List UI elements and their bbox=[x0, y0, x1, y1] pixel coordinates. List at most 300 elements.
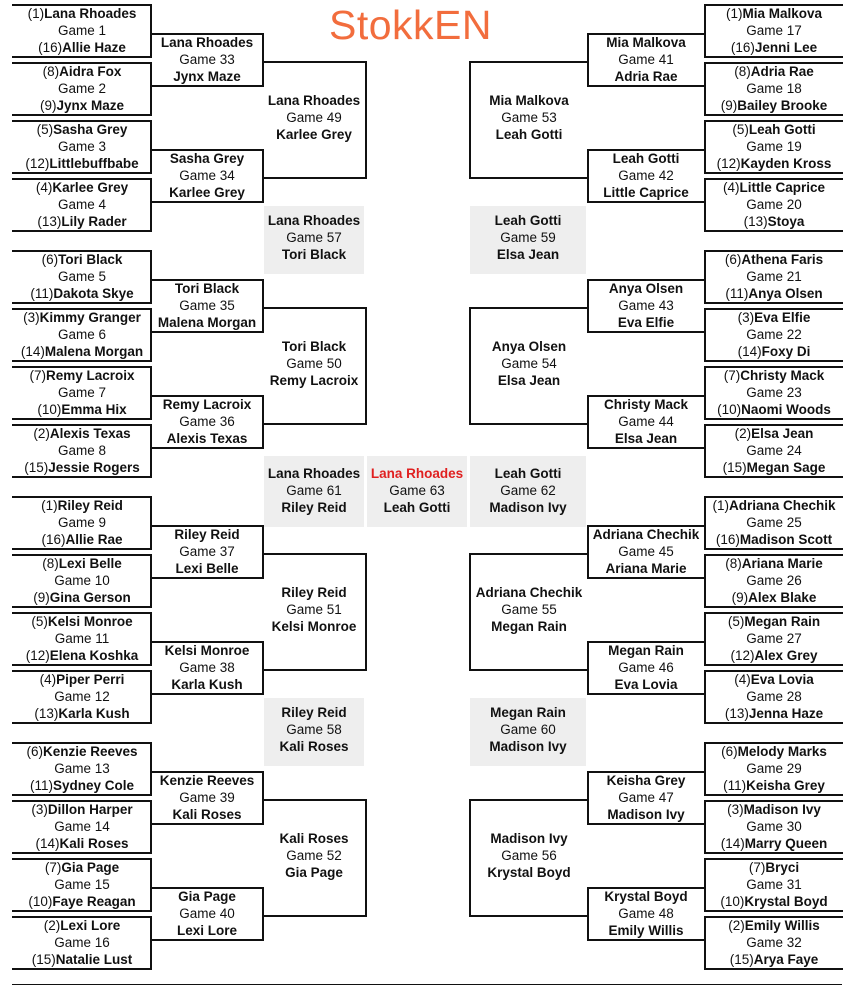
team-name: Elsa Jean bbox=[497, 373, 561, 388]
bracket-line bbox=[587, 525, 589, 579]
bottom-entrant bbox=[12, 343, 152, 360]
bottom-entrant bbox=[704, 835, 844, 852]
seed-value: 12 bbox=[30, 648, 46, 663]
seed-value: 1 bbox=[730, 6, 738, 21]
seed-number: (10) bbox=[720, 894, 745, 909]
game-label: Game 33 bbox=[179, 52, 235, 67]
seed-value: 13 bbox=[729, 706, 745, 721]
team-name: Malena Morgan bbox=[157, 315, 257, 330]
seed-value: 11 bbox=[34, 778, 49, 793]
top-entrant bbox=[704, 671, 844, 688]
game-label: Game 62 bbox=[500, 483, 556, 498]
game-label: Game 37 bbox=[179, 544, 235, 559]
team-name: Little Caprice bbox=[603, 185, 689, 200]
team-name: Lexi Lore bbox=[60, 918, 121, 933]
top-entrant bbox=[704, 367, 844, 384]
game-label: Game 55 bbox=[501, 602, 557, 617]
seed-value: 13 bbox=[748, 214, 764, 229]
bracket-line bbox=[704, 4, 843, 6]
team-name: Megan Rain bbox=[490, 705, 566, 720]
bracket-line bbox=[262, 915, 366, 917]
team-name: Krystal Boyd bbox=[604, 889, 688, 904]
bracket-line bbox=[12, 664, 151, 666]
team-name: Karlee Grey bbox=[52, 180, 129, 195]
bracket-line bbox=[262, 525, 264, 579]
top-entrant bbox=[12, 425, 152, 442]
bracket-line bbox=[12, 120, 151, 122]
team-name: Madison Ivy bbox=[489, 739, 567, 754]
seed-number: (14) bbox=[20, 344, 45, 359]
round1-matchup bbox=[704, 121, 844, 172]
team-name: Alex Blake bbox=[748, 590, 817, 605]
seed-number: (11) bbox=[723, 778, 747, 793]
seed-number: (12) bbox=[25, 156, 50, 171]
seed-value: 16 bbox=[720, 532, 736, 547]
bracket-line bbox=[12, 852, 151, 854]
seed-value: 9 bbox=[37, 590, 46, 605]
bottom-entrant bbox=[704, 951, 844, 968]
team-name: Kelsi Monroe bbox=[47, 614, 133, 629]
seed-number: (7) bbox=[723, 368, 741, 383]
seed-value: 7 bbox=[728, 368, 736, 383]
team-name: Anya Olsen bbox=[608, 281, 684, 296]
bracket-line bbox=[12, 742, 151, 744]
seed-value: 6 bbox=[46, 252, 54, 267]
seed-number: (3) bbox=[31, 802, 48, 817]
team-name: Leah Gotti bbox=[612, 151, 680, 166]
round2-matchup bbox=[587, 280, 705, 331]
round1-matchup bbox=[704, 801, 844, 852]
seed-value: 12 bbox=[734, 648, 750, 663]
semifinal-matchup bbox=[470, 456, 586, 527]
bracket-line bbox=[587, 939, 705, 941]
team-name: Alexis Texas bbox=[49, 426, 131, 441]
bottom-entrant bbox=[704, 155, 844, 172]
bracket-line bbox=[469, 307, 588, 309]
game-label: Game 15 bbox=[54, 877, 110, 892]
game-label: Game 13 bbox=[54, 761, 110, 776]
top-entrant bbox=[12, 801, 152, 818]
team-name: Jessie Rogers bbox=[48, 460, 140, 475]
bracket-line bbox=[587, 85, 705, 87]
game-label: Game 43 bbox=[618, 298, 674, 313]
bracket-line bbox=[150, 577, 263, 579]
round1-matchup bbox=[704, 309, 844, 360]
seed-number: (10) bbox=[28, 894, 53, 909]
team-name: Malena Morgan bbox=[44, 344, 144, 359]
seed-value: 7 bbox=[33, 368, 42, 383]
bracket-line bbox=[12, 250, 151, 252]
round1-matchup bbox=[12, 917, 152, 968]
team-name: Emma Hix bbox=[61, 402, 127, 417]
team-name: Lana Rhoades bbox=[370, 466, 464, 481]
bracket-line bbox=[704, 496, 843, 498]
seed-value: 5 bbox=[732, 614, 740, 629]
round1-matchup bbox=[12, 251, 152, 302]
round2-matchup bbox=[150, 888, 264, 939]
bracket-line bbox=[262, 799, 366, 801]
game-label: Game 16 bbox=[54, 935, 110, 950]
game-label: Game 42 bbox=[618, 168, 674, 183]
seed-number: (5) bbox=[36, 122, 54, 137]
seed-value: 15 bbox=[734, 952, 750, 967]
team-name: Mia Malkova bbox=[606, 35, 686, 50]
round2-matchup bbox=[587, 772, 705, 823]
round3-matchup bbox=[262, 830, 366, 881]
bottom-entrant bbox=[704, 459, 844, 476]
bracket-line bbox=[704, 178, 843, 180]
bottom-entrant bbox=[12, 647, 152, 664]
team-name: Karla Kush bbox=[58, 706, 130, 721]
seed-number: (1) bbox=[41, 498, 58, 513]
game-label: Game 6 bbox=[57, 327, 107, 342]
round1-matchup bbox=[12, 859, 152, 910]
seed-value: 2 bbox=[739, 426, 747, 441]
round3-matchup bbox=[470, 830, 588, 881]
team-name: Gia Page bbox=[61, 860, 120, 875]
team-name: Natalie Lust bbox=[55, 952, 133, 967]
game-label: Game 4 bbox=[57, 197, 107, 212]
bracket-line bbox=[704, 62, 843, 64]
bottom-entrant bbox=[12, 213, 152, 230]
top-entrant bbox=[704, 63, 844, 80]
team-name: Emily Willis bbox=[608, 923, 684, 938]
top-entrant bbox=[12, 917, 152, 934]
team-name: Megan Rain bbox=[608, 643, 684, 658]
bottom-entrant bbox=[704, 531, 844, 548]
team-name: Adriana Chechik bbox=[475, 585, 583, 600]
game-label: Game 8 bbox=[57, 443, 107, 458]
bracket-line bbox=[12, 4, 151, 6]
top-entrant bbox=[12, 121, 152, 138]
team-name: Madison Ivy bbox=[607, 807, 685, 822]
game-label: Game 24 bbox=[746, 443, 802, 458]
seed-number: (7) bbox=[29, 368, 46, 383]
round1-matchup bbox=[12, 497, 152, 548]
team-name: Elena Koshka bbox=[49, 648, 139, 663]
bracket-line bbox=[262, 279, 264, 333]
round1-matchup bbox=[12, 63, 152, 114]
seed-number: (5) bbox=[31, 614, 48, 629]
team-name: Anya Olsen bbox=[748, 286, 823, 301]
seed-number: (14) bbox=[35, 836, 60, 851]
bracket-line bbox=[262, 33, 264, 87]
game-label: Game 60 bbox=[500, 722, 556, 737]
bracket-line bbox=[587, 395, 705, 397]
bottom-entrant bbox=[704, 213, 844, 230]
seed-number: (10) bbox=[37, 402, 62, 417]
seed-number: (7) bbox=[748, 860, 766, 875]
seed-number: (9) bbox=[39, 98, 57, 113]
game-label: Game 34 bbox=[179, 168, 235, 183]
seed-number: (16) bbox=[41, 532, 66, 547]
game-label: Game 7 bbox=[57, 385, 107, 400]
round2-matchup bbox=[150, 642, 264, 693]
top-entrant bbox=[704, 179, 844, 196]
team-name: Tori Black bbox=[174, 281, 240, 296]
round1-matchup bbox=[704, 613, 844, 664]
seed-value: 4 bbox=[727, 180, 735, 195]
team-name: Bryci bbox=[765, 860, 800, 875]
team-name: Christy Mack bbox=[740, 368, 825, 383]
seed-value: 5 bbox=[35, 614, 44, 629]
team-name: Riley Reid bbox=[281, 585, 347, 600]
team-name: Jenna Haze bbox=[748, 706, 824, 721]
bracket-line bbox=[587, 149, 705, 151]
bracket-line bbox=[704, 852, 843, 854]
bracket-line bbox=[469, 61, 588, 63]
bracket-line bbox=[469, 423, 588, 425]
bracket-line bbox=[704, 968, 843, 970]
bracket-line bbox=[587, 149, 589, 203]
game-label: Game 46 bbox=[618, 660, 674, 675]
seed-number: (3) bbox=[23, 310, 40, 325]
top-entrant bbox=[704, 555, 844, 572]
seed-value: 8 bbox=[738, 64, 747, 79]
bracket-line bbox=[587, 887, 705, 889]
bracket-line bbox=[704, 606, 843, 608]
seed-number: (2) bbox=[734, 426, 752, 441]
seed-number: (8) bbox=[42, 64, 60, 79]
seed-number: (12) bbox=[730, 648, 755, 663]
game-label: Game 11 bbox=[54, 631, 110, 646]
game-label: Game 23 bbox=[746, 385, 802, 400]
game-label: Game 28 bbox=[746, 689, 802, 704]
bracket-line bbox=[262, 307, 366, 309]
seed-value: 10 bbox=[721, 402, 737, 417]
team-name: Kelsi Monroe bbox=[271, 619, 357, 634]
team-name: Riley Reid bbox=[281, 705, 347, 720]
team-name: Naomi Woods bbox=[741, 402, 831, 417]
team-name: Lexi Belle bbox=[175, 561, 239, 576]
round1-matchup bbox=[12, 121, 152, 172]
bottom-entrant bbox=[12, 285, 152, 302]
seed-value: 3 bbox=[35, 802, 44, 817]
team-name: Leah Gotti bbox=[494, 466, 562, 481]
bracket-line bbox=[587, 331, 705, 333]
team-name: Faye Reagan bbox=[52, 894, 136, 909]
bracket-line bbox=[150, 887, 263, 889]
round2-matchup bbox=[150, 150, 264, 201]
team-name: Elsa Jean bbox=[614, 431, 678, 446]
bracket-line bbox=[12, 800, 151, 802]
top-entrant bbox=[704, 425, 844, 442]
bracket-line bbox=[704, 800, 843, 802]
game-label: Game 63 bbox=[389, 483, 445, 498]
team-name: Sydney Cole bbox=[52, 778, 135, 793]
bracket-line bbox=[12, 366, 151, 368]
seed-value: 10 bbox=[41, 402, 57, 417]
seed-number: (5) bbox=[727, 614, 745, 629]
team-name: Foxy Di bbox=[761, 344, 811, 359]
seed-value: 8 bbox=[729, 556, 738, 571]
round2-matchup bbox=[587, 150, 705, 201]
round1-matchup bbox=[704, 555, 844, 606]
team-name: Adriana Chechik bbox=[592, 527, 700, 542]
seed-number: (11) bbox=[29, 778, 53, 793]
team-name: Remy Lacroix bbox=[162, 397, 252, 412]
team-name: Anya Olsen bbox=[491, 339, 567, 354]
bracket-line bbox=[12, 722, 151, 724]
seed-number: (7) bbox=[44, 860, 62, 875]
seed-number: (9) bbox=[720, 98, 738, 113]
bracket-line bbox=[150, 279, 263, 281]
round3-matchup bbox=[262, 584, 366, 635]
bottom-entrant bbox=[12, 97, 152, 114]
team-name: Lexi Belle bbox=[58, 556, 122, 571]
game-label: Game 2 bbox=[57, 81, 107, 96]
bracket-line bbox=[704, 114, 843, 116]
bracket-line bbox=[469, 915, 588, 917]
team-name: Lana Rhoades bbox=[267, 466, 361, 481]
bottom-entrant bbox=[704, 401, 844, 418]
team-name: Kali Roses bbox=[279, 831, 349, 846]
team-name: Jenni Lee bbox=[754, 40, 818, 55]
bracket-line bbox=[262, 61, 366, 63]
page-title: StokkEN bbox=[329, 2, 492, 48]
round1-matchup bbox=[704, 179, 844, 230]
top-entrant bbox=[12, 5, 152, 22]
game-label: Game 40 bbox=[179, 906, 235, 921]
game-label: Game 17 bbox=[746, 23, 802, 38]
team-name: Tori Black bbox=[281, 339, 347, 354]
top-entrant bbox=[704, 613, 844, 630]
bracket-line bbox=[587, 525, 705, 527]
game-label: Game 61 bbox=[286, 483, 342, 498]
team-name: Madison Ivy bbox=[490, 831, 568, 846]
seed-value: 5 bbox=[41, 122, 49, 137]
game-label: Game 27 bbox=[746, 631, 802, 646]
seed-value: 16 bbox=[45, 532, 61, 547]
game-label: Game 31 bbox=[746, 877, 802, 892]
bracket-line bbox=[469, 177, 588, 179]
bracket-line bbox=[365, 553, 367, 671]
seed-value: 1 bbox=[716, 498, 725, 513]
team-name: Remy Lacroix bbox=[269, 373, 359, 388]
bottom-entrant bbox=[704, 97, 844, 114]
game-label: Game 44 bbox=[618, 414, 674, 429]
seed-number: (2) bbox=[43, 918, 61, 933]
bracket-line bbox=[704, 910, 843, 912]
bracket-line bbox=[704, 742, 843, 744]
seed-number: (6) bbox=[721, 744, 738, 759]
game-label: Game 12 bbox=[54, 689, 110, 704]
seed-number: (3) bbox=[727, 802, 744, 817]
bracket-line bbox=[12, 606, 151, 608]
team-name: Kali Roses bbox=[279, 739, 349, 754]
team-name: Kenzie Reeves bbox=[159, 773, 255, 788]
bracket-line bbox=[12, 670, 151, 672]
round3-matchup bbox=[470, 92, 588, 143]
bracket-line bbox=[150, 201, 263, 203]
team-name: Elsa Jean bbox=[496, 247, 560, 262]
team-name: Karlee Grey bbox=[169, 185, 245, 200]
bracket-line bbox=[587, 33, 705, 35]
game-label: Game 45 bbox=[618, 544, 674, 559]
bracket-line bbox=[704, 308, 843, 310]
team-name: Littlebuffbabe bbox=[49, 156, 139, 171]
bracket-line bbox=[704, 612, 843, 614]
bracket-line bbox=[262, 553, 366, 555]
seed-number: (10) bbox=[717, 402, 742, 417]
seed-number: (4) bbox=[39, 672, 57, 687]
bracket-line bbox=[704, 302, 843, 304]
round2-matchup bbox=[150, 396, 264, 447]
team-name: Athena Faris bbox=[741, 252, 824, 267]
team-name: Leah Gotti bbox=[494, 213, 562, 228]
game-label: Game 53 bbox=[501, 110, 557, 125]
round1-matchup bbox=[12, 425, 152, 476]
team-name: Lana Rhoades bbox=[267, 93, 361, 108]
seed-value: 4 bbox=[40, 180, 48, 195]
round1-matchup bbox=[12, 671, 152, 722]
bracket-line bbox=[262, 395, 264, 449]
top-entrant bbox=[12, 555, 152, 572]
game-label: Game 54 bbox=[501, 356, 557, 371]
team-name: Elsa Jean bbox=[751, 426, 814, 441]
seed-number: (12) bbox=[716, 156, 741, 171]
seed-value: 12 bbox=[721, 156, 737, 171]
seed-number: (15) bbox=[31, 952, 56, 967]
game-label: Game 41 bbox=[618, 52, 674, 67]
bracket-line bbox=[704, 250, 843, 252]
top-entrant bbox=[704, 497, 844, 514]
seed-value: 6 bbox=[30, 744, 39, 759]
round1-matchup bbox=[704, 425, 844, 476]
team-name: Ariana Marie bbox=[605, 561, 687, 576]
seed-value: 1 bbox=[32, 6, 40, 21]
bottom-rule bbox=[12, 984, 842, 985]
bracket-line bbox=[587, 33, 589, 87]
seed-number: (1) bbox=[725, 6, 743, 21]
team-name: Christy Mack bbox=[603, 397, 689, 412]
bottom-entrant bbox=[704, 343, 844, 360]
bracket-line bbox=[150, 331, 263, 333]
bracket-line bbox=[587, 641, 589, 695]
bracket-line bbox=[150, 939, 263, 941]
bottom-entrant bbox=[704, 777, 844, 794]
team-name: Ariana Marie bbox=[741, 556, 823, 571]
round4-matchup bbox=[470, 698, 586, 766]
team-name: Krystal Boyd bbox=[487, 865, 571, 880]
game-label: Game 52 bbox=[286, 848, 342, 863]
seed-number: (2) bbox=[33, 426, 50, 441]
bracket-line bbox=[12, 858, 151, 860]
bracket-line bbox=[150, 693, 263, 695]
team-name: Jynx Maze bbox=[56, 98, 125, 113]
seed-number: (13) bbox=[724, 706, 749, 721]
bottom-entrant bbox=[12, 401, 152, 418]
bracket-line bbox=[704, 548, 843, 550]
top-entrant bbox=[12, 671, 152, 688]
bracket-line bbox=[469, 553, 588, 555]
round3-matchup bbox=[470, 338, 588, 389]
bracket-line bbox=[12, 554, 151, 556]
bracket-line bbox=[12, 418, 151, 420]
round2-matchup bbox=[587, 396, 705, 447]
bottom-entrant bbox=[704, 285, 844, 302]
seed-value: 14 bbox=[742, 344, 758, 359]
seed-value: 6 bbox=[729, 252, 737, 267]
seed-value: 4 bbox=[44, 672, 52, 687]
top-entrant bbox=[12, 367, 152, 384]
seed-value: 9 bbox=[725, 98, 733, 113]
bracket-line bbox=[12, 916, 151, 918]
bottom-entrant bbox=[704, 39, 844, 56]
seed-value: 11 bbox=[34, 286, 49, 301]
seed-value: 14 bbox=[39, 836, 55, 851]
team-name: Bailey Brooke bbox=[737, 98, 828, 113]
